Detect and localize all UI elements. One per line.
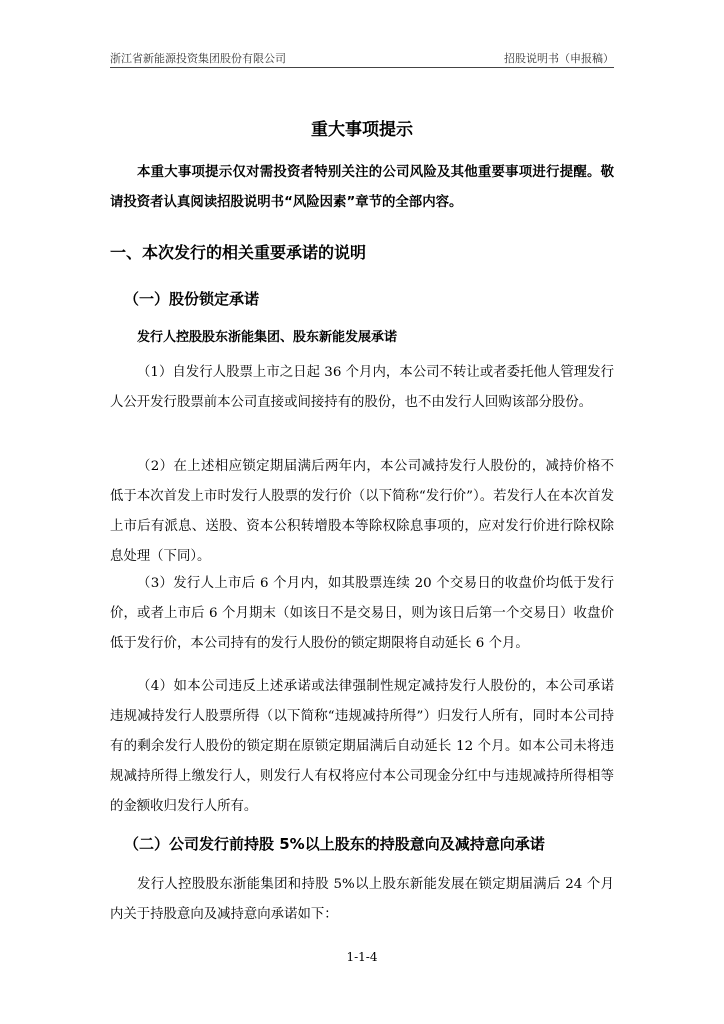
section1-sub1-heading: （一）股份锁定承诺 — [124, 290, 260, 308]
page-title: 重大事项提示 — [311, 120, 413, 140]
lockup-paragraph-4: （4）如本公司违反上述承诺或法律强制性规定减持发行人股份的，本公司承诺违规减持发行人股票所得（以下简称“违规减持所得”）归发行人所有，同时本公司持有的剩余发行人股份的锁定期在原锁定期届满后自动延长 12 个月。如本公司未将违规减持所得上缴发行人，则发行人有权将应付本公司现金分红中与违规减持所得相等的金额收归发行人所有。 — [110, 679, 614, 814]
page-number: 1-1-4 — [346, 950, 378, 964]
lockup-paragraph-1: （1）自发行人股票上市之日起 36 个月内，本公司不转让或者委托他人管理发行人公开发行股票前本公司直接或间接持有的股份，也不由发行人回购该部分股份。 — [110, 365, 614, 410]
lockup-paragraph-3: （3）发行人上市后 6 个月内，如其股票连续 20 个交易日的收盘价均低于发行价，或者上市后 6 个月期末（如该日不是交易日，则为该日后第一个交易日）收盘价低于发行价，本公司持有的发行人股份的锁定期限将自动延长 6 个月。 — [110, 576, 614, 651]
header-divider — [110, 67, 614, 68]
section1-sub1-subheading: 发行人控股股东浙能集团、股东新能发展承诺 — [137, 330, 398, 345]
header-company: 浙江省新能源投资集团股份有限公司 — [110, 52, 286, 65]
header-doc-type: 招股说明书（申报稿） — [504, 52, 614, 65]
section1-heading: 一、本次发行的相关重要承诺的说明 — [110, 243, 367, 262]
lockup-paragraph-2: （2）在上述相应锁定期届满后两年内，本公司减持发行人股份的，减持价格不低于本次首发上市时发行人股票的发行价（以下简称“发行价”）。若发行人在本次首发上市后有派息、送股、资本公积转增股本等除权除息事项的，应对发行价进行除权除息处理（下同）。 — [110, 459, 614, 564]
intro-paragraph: 本重大事项提示仅对需投资者特别关注的公司风险及其他重要事项进行提醒。敬请投资者认真阅读招股说明书“风险因素”章节的全部内容。 — [110, 165, 614, 210]
section1-sub2-heading: （二）公司发行前持股 5%以上股东的持股意向及减持意向承诺 — [124, 835, 545, 853]
page-header — [110, 48, 614, 66]
intent-paragraph: 发行人控股股东浙能集团和持股 5%以上股东新能发展在锁定期届满后 24 个月内关于持股意向及减持意向承诺如下： — [110, 877, 614, 922]
